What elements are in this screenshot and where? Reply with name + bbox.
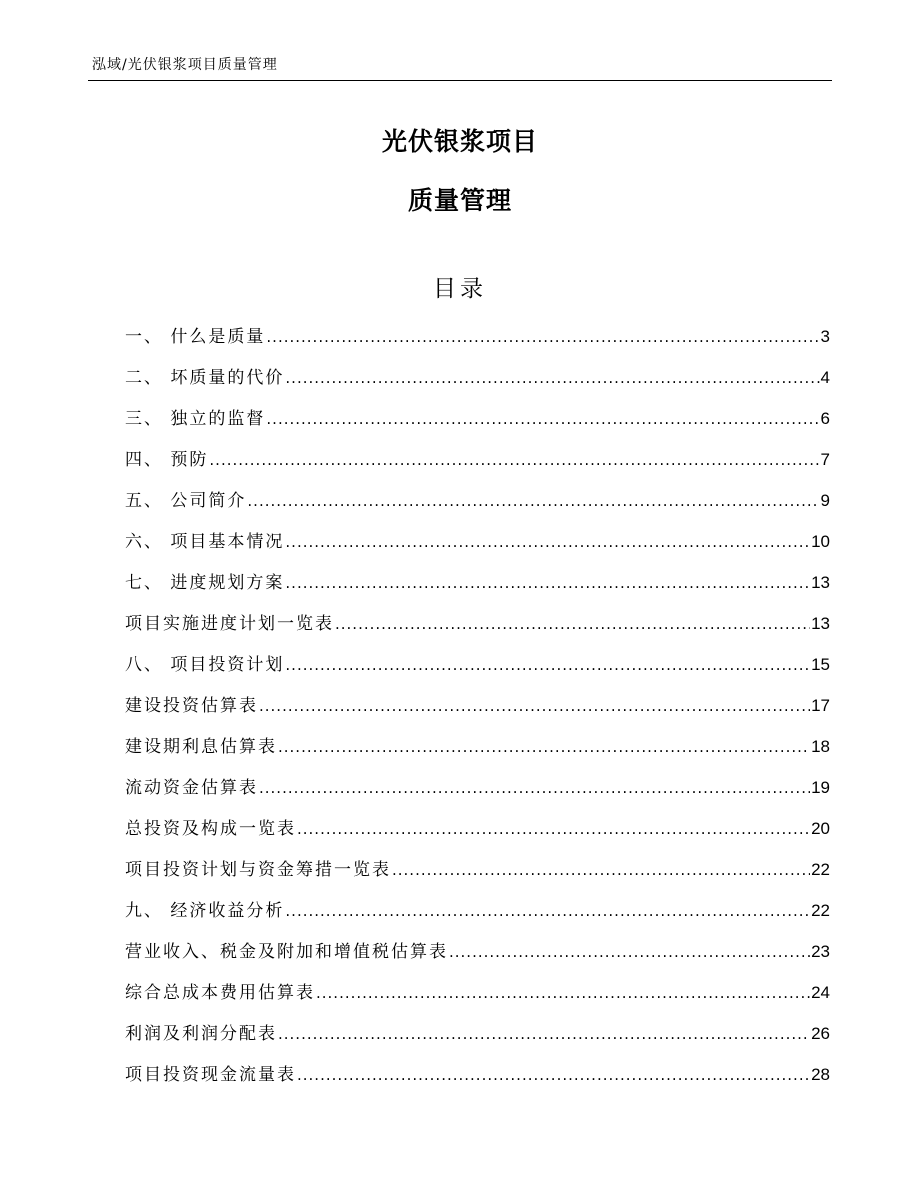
toc-dot-leader — [278, 738, 810, 756]
toc-entry-page-number: 22 — [811, 860, 830, 879]
toc-dot-leader — [247, 492, 819, 510]
toc-entry[interactable] — [125, 609, 830, 650]
toc-dot-leader — [316, 984, 810, 1002]
toc-dot-leader — [335, 615, 810, 633]
toc-entry-label: 项目实施进度计划一览表 — [125, 614, 334, 634]
toc-entry-label: 四、 预防 — [125, 450, 209, 470]
toc-dot-leader — [209, 451, 819, 469]
toc-entry[interactable] — [125, 486, 830, 527]
toc-entry[interactable] — [125, 978, 830, 1019]
toc-dot-leader — [449, 943, 810, 961]
toc-entry-label: 建设期利息估算表 — [125, 737, 277, 757]
toc-entry-label: 营业收入、税金及附加和增值税估算表 — [125, 942, 448, 962]
toc-entry[interactable] — [125, 691, 830, 732]
toc-entry-page-number: 28 — [811, 1065, 830, 1084]
toc-entry-page-number: 15 — [811, 655, 830, 674]
toc-entry-label: 总投资及构成一览表 — [125, 819, 296, 839]
toc-entry[interactable] — [125, 732, 830, 773]
toc-entry[interactable] — [125, 527, 830, 568]
toc-entry-page-number: 4 — [820, 368, 830, 387]
toc-entry-page-number: 17 — [811, 696, 830, 715]
toc-entry-page-number: 19 — [811, 778, 830, 797]
toc-entry-page-number: 24 — [811, 983, 830, 1002]
header-divider — [88, 80, 832, 81]
toc-entry-page-number: 6 — [820, 409, 830, 428]
toc-entry-label: 一、 什么是质量 — [125, 327, 266, 347]
toc-entry[interactable] — [125, 322, 830, 363]
toc-entry-label: 利润及利润分配表 — [125, 1024, 277, 1044]
toc-entry-page-number: 7 — [820, 450, 830, 469]
toc-entry-page-number: 9 — [820, 491, 830, 510]
toc-dot-leader — [392, 861, 810, 879]
toc-entry-page-number: 23 — [811, 942, 830, 961]
document-subtitle: 质量管理 — [407, 186, 512, 215]
toc-entry[interactable] — [125, 773, 830, 814]
toc-entry[interactable] — [125, 937, 830, 978]
toc-dot-leader — [266, 328, 819, 346]
toc-entry-label: 六、 项目基本情况 — [125, 532, 285, 552]
toc-dot-leader — [285, 574, 810, 592]
toc-entry-label: 五、 公司简介 — [125, 491, 247, 511]
toc-entry[interactable] — [125, 855, 830, 896]
toc-entry-label: 八、 项目投资计划 — [125, 655, 285, 675]
toc-dot-leader — [259, 697, 810, 715]
toc-dot-leader — [285, 902, 810, 920]
document-title: 光伏银浆项目 — [381, 127, 538, 156]
toc-dot-leader — [259, 779, 810, 797]
toc-dot-leader — [285, 656, 810, 674]
toc-entry[interactable] — [125, 896, 830, 937]
toc-entry-page-number: 3 — [820, 327, 830, 346]
toc-dot-leader — [297, 820, 810, 838]
running-header: 泓域/光伏银浆项目质量管理 — [92, 57, 278, 73]
toc-entry-label: 综合总成本费用估算表 — [125, 983, 315, 1003]
toc-heading: 目录 — [433, 276, 487, 302]
toc-entry-label: 七、 进度规划方案 — [125, 573, 285, 593]
toc-entry-page-number: 26 — [811, 1024, 830, 1043]
toc-entry-label: 项目投资计划与资金筹措一览表 — [125, 860, 391, 880]
toc-entry[interactable] — [125, 1019, 830, 1060]
toc-entry-label: 流动资金估算表 — [125, 778, 258, 798]
toc-entry[interactable] — [125, 363, 830, 404]
toc-dot-leader — [297, 1066, 810, 1084]
toc-entry[interactable] — [125, 568, 830, 609]
toc-entry-label: 项目投资现金流量表 — [125, 1065, 296, 1085]
toc-dot-leader — [285, 369, 819, 387]
toc-entry-page-number: 22 — [811, 901, 830, 920]
toc-entry[interactable] — [125, 650, 830, 691]
toc-entry[interactable] — [125, 445, 830, 486]
toc-entry-label: 三、 独立的监督 — [125, 409, 266, 429]
toc-entry[interactable] — [125, 404, 830, 445]
toc-dot-leader — [266, 410, 819, 428]
toc-entry-page-number: 13 — [811, 614, 830, 633]
table-of-contents — [125, 322, 830, 1101]
toc-entry[interactable] — [125, 1060, 830, 1101]
toc-entry-label: 二、 坏质量的代价 — [125, 368, 285, 388]
toc-entry-label: 九、 经济收益分析 — [125, 901, 285, 921]
toc-entry-page-number: 10 — [811, 532, 830, 551]
toc-entry-label: 建设投资估算表 — [125, 696, 258, 716]
toc-entry-page-number: 18 — [811, 737, 830, 756]
toc-dot-leader — [278, 1025, 810, 1043]
toc-entry[interactable] — [125, 814, 830, 855]
toc-entry-page-number: 20 — [811, 819, 830, 838]
toc-entry-page-number: 13 — [811, 573, 830, 592]
toc-dot-leader — [285, 533, 810, 551]
